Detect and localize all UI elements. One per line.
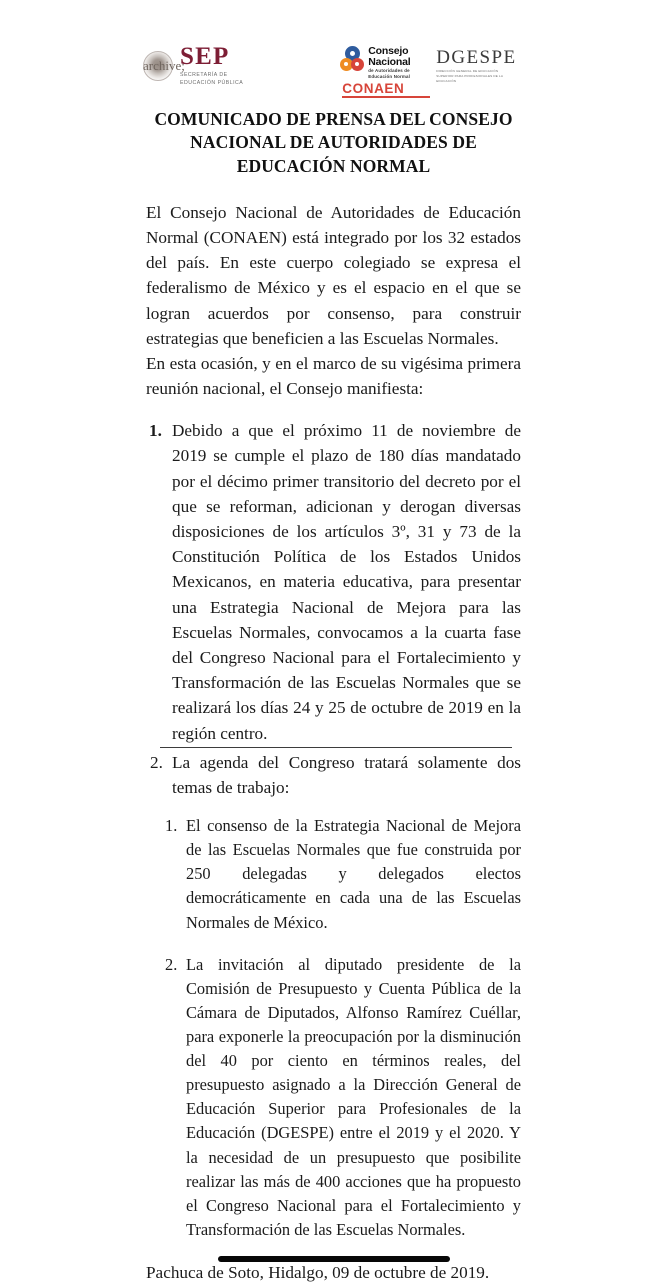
document-body xyxy=(146,178,521,1285)
paragraph-intro-2: En esta ocasión, y en el marco de su vigésima primera reunión nacional, el Consejo manifiesta: xyxy=(146,353,521,399)
conaen-acronym: CONAEN xyxy=(342,80,405,96)
conaen-three-circles-icon xyxy=(340,46,365,72)
conaen-underline-rule xyxy=(342,96,430,98)
paragraph-intro-1: El Consejo Nacional de Autoridades de Educación Normal (CONAEN) está integrado por los 32 estados del país. En este cuerpo colegiado se expresa el federalismo de México y es el espacio en el que se logran acuerdos por consenso, para construir estrategias que beneficien a las Escuelas Normales. xyxy=(146,202,521,348)
dgespe-acronym: DGESPE xyxy=(436,47,517,68)
list-item xyxy=(164,814,521,935)
numbered-list-level2 xyxy=(146,814,521,1242)
dgespe-logo xyxy=(436,44,516,84)
list-item-marker: 1. xyxy=(149,421,162,441)
conaen-line4: Educación Normal xyxy=(368,74,411,80)
list-item-text: La invitación al diputado presidente de la Comisión de Presupuesto y Cuenta Pública de la Cámara de Diputados, Alfonso Ramírez Cuéllar, para exponerle la preocupación por la disminución del 40 por ciento en términos reales, del presupuesto asignado a la Dirección General de Educación Superior para Profesionales de la Educación (DGESPE) entre el 2019 y el 2020. Y la necesidad de un presupuesto que posibilite realizar las más de 400 acciones que ha propuesto el Congreso Nacional para el Fortalecimiento y Transformación de las Escuelas Normales. xyxy=(186,954,521,1239)
list-item-text: Debido a que el próximo 11 de noviembre de 2019 se cumple el plazo de 180 días mandatado por el décimo primer transitorio del decreto por el que se reforman, adicionan y derogan diversas disposiciones de los artículos 3º, 31 y 73 de la Constitución Política de los Estados Unidos Mexicanos, en materia educativa, para presentar una Estrategia Nacional de Mejora para las Escuelas Normales, convocamos a la cuarta fase del Congreso Nacional para el Fortalecimiento y Transformación de las Escuelas Normales que se realizará los días 24 y 25 de octubre de 2019 en la región centro. xyxy=(172,421,521,743)
section-divider xyxy=(160,747,512,748)
conaen-logo xyxy=(340,44,430,98)
sep-logo xyxy=(143,44,243,88)
sep-acronym: SEP xyxy=(180,43,230,70)
list-item-marker: 2. xyxy=(150,752,163,772)
conaen-line2: Nacional xyxy=(368,56,411,69)
home-indicator-bar[interactable] xyxy=(218,1256,450,1262)
list-item xyxy=(146,418,521,745)
conaen-line1: Consejo xyxy=(368,45,409,57)
list-item-text: El consenso de la Estrategia Nacional de Mejora de las Escuelas Normales que fue construida por 250 delegadas y delegados electos democráticamente en cada una de las Escuelas Normales de México. xyxy=(186,816,521,932)
list-item xyxy=(146,750,521,800)
logo-header xyxy=(0,0,667,96)
list-item-marker: 2. xyxy=(165,954,178,974)
dgespe-subtitle: DIRECCIÓN GENERAL DE EDUCACIÓN SUPERIOR PARA PROFESIONALES DE LA EDUCACIÓN xyxy=(436,69,503,83)
mexican-coat-of-arms-seal-icon: archive; xyxy=(143,51,173,81)
page-title: COMUNICADO DE PRENSA DEL CONSEJO NACIONAL DE AUTORIDADES DE EDUCACIÓN NORMAL xyxy=(154,109,513,176)
sep-subtitle-line1: SECRETARÍA DE xyxy=(180,72,228,78)
conaen-line3: de Autoridades de xyxy=(368,68,410,74)
list-item-text: La agenda del Congreso tratará solamente dos temas de trabajo: xyxy=(172,752,521,797)
numbered-list-level1 xyxy=(146,418,521,800)
closing-dateline: Pachuca de Soto, Hidalgo, 09 de octubre de 2019. xyxy=(146,1262,490,1282)
sep-subtitle-line2: EDUCACIÓN PÚBLICA xyxy=(180,79,244,86)
list-item xyxy=(164,953,521,1242)
list-item-marker: 1. xyxy=(165,816,178,836)
